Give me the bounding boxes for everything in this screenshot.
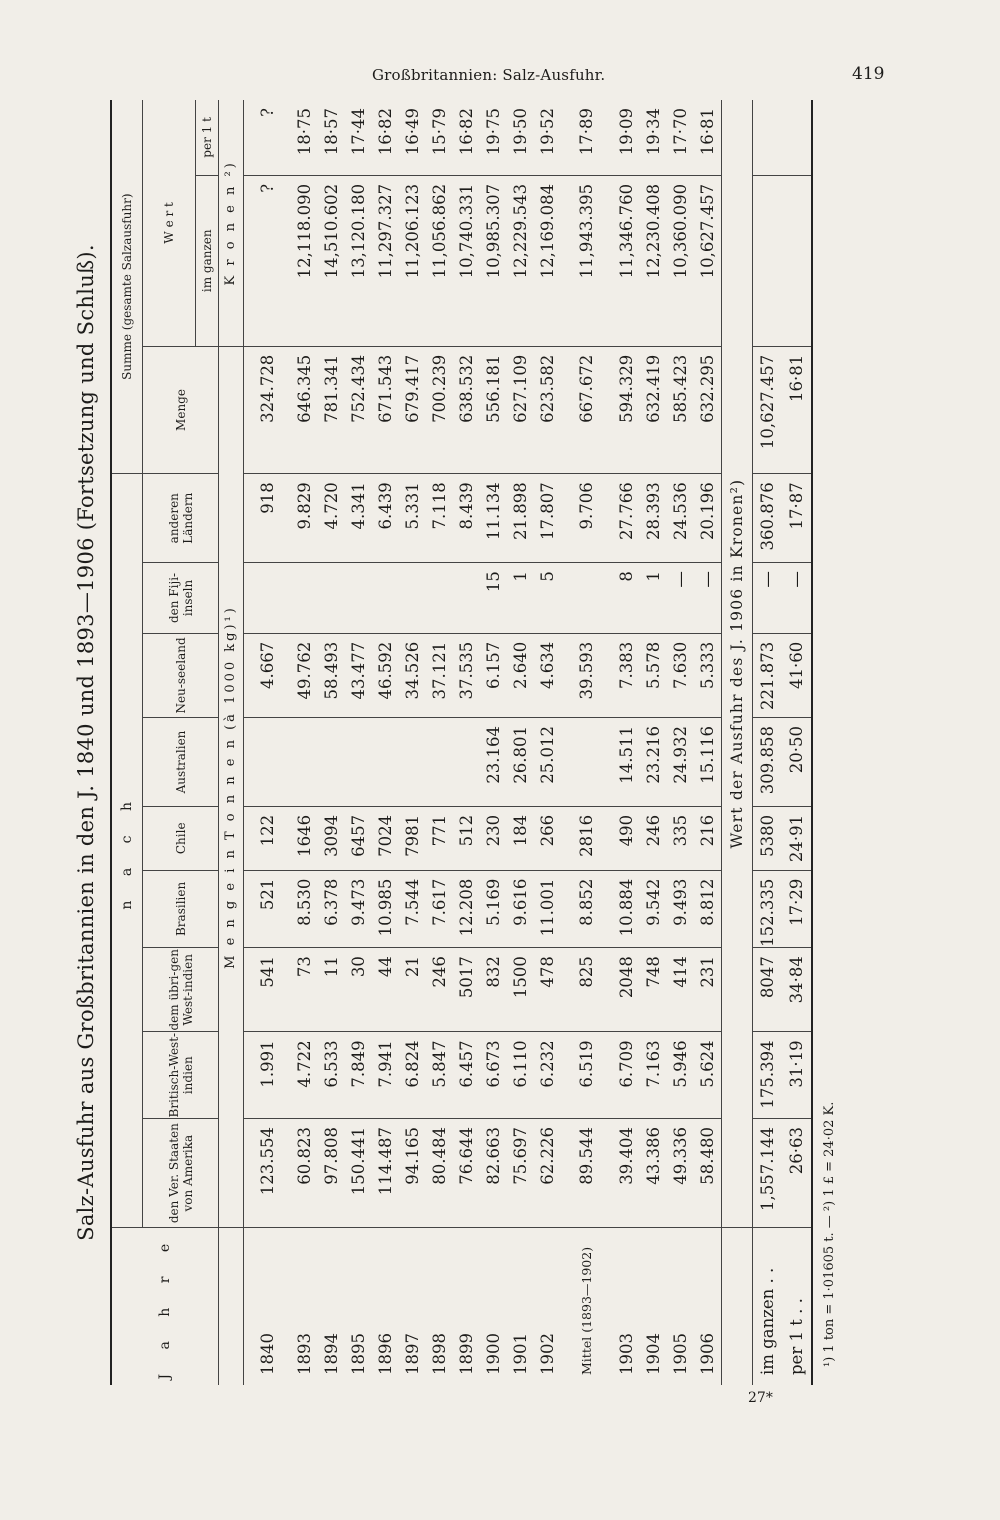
table-cell: 6.519 [571, 1032, 603, 1119]
header-wert: W e r t [143, 100, 196, 346]
table-cell: 266 [534, 806, 561, 870]
table-cell: 16·49 [399, 100, 426, 175]
table-cell: 231 [694, 948, 722, 1032]
table-cell: 4.341 [345, 474, 372, 563]
table-cell [453, 718, 480, 807]
table-cell: 10,360.090 [667, 175, 694, 346]
running-head [0, 62, 1000, 92]
table-cell: 7.941 [372, 1032, 399, 1119]
row-label: 1895 [349, 1333, 368, 1375]
table-cell: 19·09 [613, 100, 640, 175]
table-cell: 8047 [753, 948, 783, 1032]
table-cell: 360.876 [753, 474, 783, 563]
table-cell: 646.345 [291, 346, 318, 474]
table-cell: 123.554 [254, 1118, 281, 1227]
table-row [399, 100, 426, 1385]
table-row [753, 100, 783, 1385]
table-cell: 8.439 [453, 474, 480, 563]
table-cell: 60.823 [291, 1118, 318, 1227]
table-row [453, 100, 480, 1385]
table-cell: 37.121 [426, 633, 453, 717]
table-cell: 25.012 [534, 718, 561, 807]
table-cell: 4.634 [534, 633, 561, 717]
table-cell: 89.544 [571, 1118, 603, 1227]
table-cell: 30 [345, 948, 372, 1032]
table-cell [318, 563, 345, 634]
table-cell: 18·75 [291, 100, 318, 175]
table-cell: 6.157 [480, 633, 507, 717]
table-cell: 14.511 [613, 718, 640, 807]
table-cell: 1 [507, 563, 534, 634]
header-summe: Summe (gesamte Salzausfuhr) [112, 100, 143, 474]
row-label: 1903 [617, 1333, 636, 1375]
table-cell: 73 [291, 948, 318, 1032]
table-cell: 44 [372, 948, 399, 1032]
header-col-fiji: den Fiji-inseln [143, 563, 219, 634]
table-cell: 97.808 [318, 1118, 345, 1227]
table-cell: 11.134 [480, 474, 507, 563]
header-col-usa: den Ver. Staaten von Amerika [143, 1118, 219, 1227]
table-cell: 1,557.144 [753, 1118, 783, 1227]
table-row [372, 100, 399, 1385]
table-cell: 21.898 [507, 474, 534, 563]
row-label: 1899 [457, 1333, 476, 1375]
table-cell: 5 [534, 563, 561, 634]
table-row [640, 100, 667, 1385]
row-label: 1904 [644, 1333, 663, 1375]
table-cell: 10.985 [372, 870, 399, 947]
table-cell [426, 718, 453, 807]
row-label: 1898 [430, 1333, 449, 1375]
table-row [345, 100, 372, 1385]
table-cell: 14,510.602 [318, 175, 345, 346]
header-unit-tonnen: M e n g e i n T o n n e n (à 1000 kg)¹) [219, 346, 244, 1228]
table-cell: 114.487 [372, 1118, 399, 1227]
table-cell [426, 563, 453, 634]
table-cell: 16·82 [453, 100, 480, 175]
table-cell: 12.208 [453, 870, 480, 947]
table-cell: 24.932 [667, 718, 694, 807]
table-cell: 490 [613, 806, 640, 870]
table-cell: 414 [667, 948, 694, 1032]
table-cell: 82.663 [480, 1118, 507, 1227]
table-cell: 34·84 [782, 948, 811, 1032]
table-cell: 10,985.307 [480, 175, 507, 346]
table-cell: 49.336 [667, 1118, 694, 1227]
table-cell: 6.709 [613, 1032, 640, 1119]
table-cell [571, 563, 603, 634]
wert-banner-row [722, 100, 753, 1385]
table-cell: 5.624 [694, 1032, 722, 1119]
table-cell: ? [254, 175, 281, 346]
spacer-row [561, 100, 571, 1385]
running-head-title: Großbritannien: Salz-Ausfuhr. [372, 66, 606, 84]
table-cell: 6.232 [534, 1032, 561, 1119]
table-cell: 16·81 [694, 100, 722, 175]
table-cell: 10,627.457 [753, 346, 783, 474]
table-cell: 17·87 [782, 474, 811, 563]
table-row [534, 100, 561, 1385]
table-cell: 1 [640, 563, 667, 634]
table-title: Salz-Ausfuhr aus Großbritannien in den J. 1840 und 1893—1906 (Fortsetzung und Schluß). [74, 244, 98, 1241]
table-cell: 5.946 [667, 1032, 694, 1119]
wert-banner: Wert der Ausfuhr des J. 1906 in Kronen²) [722, 100, 753, 1228]
table-row [694, 100, 722, 1385]
table-cell [372, 563, 399, 634]
table-cell: 335 [667, 806, 694, 870]
header-col-uebrig-westindien: dem übri-gen West-indien [143, 948, 219, 1032]
table-cell: 8.852 [571, 870, 603, 947]
table-cell: 17.807 [534, 474, 561, 563]
table-row [782, 100, 811, 1385]
table-cell: ? [254, 100, 281, 175]
spacer-row [281, 100, 291, 1385]
table-cell: 20·50 [782, 718, 811, 807]
table-cell: 8 [613, 563, 640, 634]
table-cell: 24·91 [782, 806, 811, 870]
table-cell: 638.532 [453, 346, 480, 474]
table-cell: 5.578 [640, 633, 667, 717]
table-cell: 309.858 [753, 718, 783, 807]
table-cell: 17·70 [667, 100, 694, 175]
table-cell [254, 563, 281, 634]
page-number: 419 [852, 64, 885, 84]
table-cell: 10,627.457 [694, 175, 722, 346]
header-col-neuseeland: Neu-seeland [143, 633, 219, 717]
table-cell: 700.239 [426, 346, 453, 474]
table-cell: 16·81 [782, 346, 811, 474]
table-cell: 152.335 [753, 870, 783, 947]
row-label: 1905 [671, 1333, 690, 1375]
table-cell: 667.672 [571, 346, 603, 474]
table-cell: 10.884 [613, 870, 640, 947]
table-cell: 7.544 [399, 870, 426, 947]
table-cell: 11,206.123 [399, 175, 426, 346]
header-per-t: per 1 t [196, 100, 219, 175]
table-cell: 8.812 [694, 870, 722, 947]
table-cell: 221.873 [753, 633, 783, 717]
table-cell: 39.404 [613, 1118, 640, 1227]
table-cell: 918 [254, 474, 281, 563]
header-unit-spacer [219, 1228, 244, 1385]
table-cell: 58.480 [694, 1118, 722, 1227]
table-row [613, 100, 640, 1385]
table-cell: 246 [640, 806, 667, 870]
row-label: 1901 [511, 1333, 530, 1375]
table-cell: 11,056.862 [426, 175, 453, 346]
table-cell: 1500 [507, 948, 534, 1032]
table-cell: 39.593 [571, 633, 603, 717]
row-label: 1893 [295, 1333, 314, 1375]
header-nach: n a c h [112, 474, 143, 1228]
table-cell: 11,346.760 [613, 175, 640, 346]
table-cell [571, 718, 603, 807]
table-row [667, 100, 694, 1385]
table-cell [399, 718, 426, 807]
table-cell: 43.477 [345, 633, 372, 717]
table-cell: 7981 [399, 806, 426, 870]
table-cell: 11,297.327 [372, 175, 399, 346]
table-cell: 80.484 [426, 1118, 453, 1227]
header-col-australien: Australien [143, 718, 219, 807]
header-col-andere: anderen Ländern [143, 474, 219, 563]
table-cell: 9.493 [667, 870, 694, 947]
table-cell: 19·52 [534, 100, 561, 175]
table-cell: 34.526 [399, 633, 426, 717]
table-row [480, 100, 507, 1385]
table-cell: 41·60 [782, 633, 811, 717]
table-row [571, 100, 603, 1385]
table-cell: 19·50 [507, 100, 534, 175]
table-cell: 671.543 [372, 346, 399, 474]
table-cell: 7.617 [426, 870, 453, 947]
table-cell: 5017 [453, 948, 480, 1032]
table-cell: 175.394 [753, 1032, 783, 1119]
table-cell: 781.341 [318, 346, 345, 474]
header-im-ganzen: im ganzen [196, 175, 219, 346]
table-cell: 7.383 [613, 633, 640, 717]
table-cell: 19·75 [480, 100, 507, 175]
table-cell: 5.333 [694, 633, 722, 717]
table-cell: 6.378 [318, 870, 345, 947]
table-cell: 623.582 [534, 346, 561, 474]
table-cell: 832 [480, 948, 507, 1032]
table-cell: 6.110 [507, 1032, 534, 1119]
rotated-table-block [62, 100, 892, 1385]
table-cell: 679.417 [399, 346, 426, 474]
table-cell: 13,120.180 [345, 175, 372, 346]
footnote: ¹) 1 ton = 1·01605 t. — ²) 1 £ = 24·02 K. [822, 1101, 837, 1367]
table-cell: 5.847 [426, 1032, 453, 1119]
table-cell: 17·89 [571, 100, 603, 175]
table-row [291, 100, 318, 1385]
table-cell [254, 718, 281, 807]
table-cell: — [753, 563, 783, 634]
table-cell: 26·63 [782, 1118, 811, 1227]
header-unit-kronen: K r o n e n ²) [219, 100, 244, 346]
table-cell: 585.423 [667, 346, 694, 474]
header-menge: Menge [143, 346, 219, 474]
table-cell: 5.169 [480, 870, 507, 947]
table-cell: 216 [694, 806, 722, 870]
table-cell: 324.728 [254, 346, 281, 474]
table-cell: 9.542 [640, 870, 667, 947]
table-cell: 18·57 [318, 100, 345, 175]
table-cell: 75.697 [507, 1118, 534, 1227]
table-cell: 15·79 [426, 100, 453, 175]
table-frame [110, 100, 813, 1385]
table-row [507, 100, 534, 1385]
table-cell: 9.706 [571, 474, 603, 563]
table-cell: 12,229.543 [507, 175, 534, 346]
table-cell: 11,943.395 [571, 175, 603, 346]
table-cell: 12,230.408 [640, 175, 667, 346]
row-label: 1896 [376, 1333, 395, 1375]
table-cell: 24.536 [667, 474, 694, 563]
table-cell [399, 563, 426, 634]
table-cell: 58.493 [318, 633, 345, 717]
table-cell: 1646 [291, 806, 318, 870]
table-cell: 76.644 [453, 1118, 480, 1227]
table-cell: 27.766 [613, 474, 640, 563]
table-cell: 12,118.090 [291, 175, 318, 346]
table-row [318, 100, 345, 1385]
table-cell: 752.434 [345, 346, 372, 474]
table-row [254, 100, 281, 1385]
table-cell: 15 [480, 563, 507, 634]
table-cell: 7.163 [640, 1032, 667, 1119]
table-cell: 825 [571, 948, 603, 1032]
table-cell: 15.116 [694, 718, 722, 807]
table-cell: 748 [640, 948, 667, 1032]
table-cell: 521 [254, 870, 281, 947]
table-cell: 20.196 [694, 474, 722, 563]
row-label: 1900 [484, 1333, 503, 1375]
table-cell: 12,169.084 [534, 175, 561, 346]
table-cell: 94.165 [399, 1118, 426, 1227]
table-cell: 28.393 [640, 474, 667, 563]
table-cell: 26.801 [507, 718, 534, 807]
table-cell: 230 [480, 806, 507, 870]
table-cell [291, 563, 318, 634]
table-cell: 150.441 [345, 1118, 372, 1227]
signature-mark: 27* [748, 1390, 773, 1406]
table-cell: 7.118 [426, 474, 453, 563]
row-label: im ganzen . . [753, 1228, 783, 1385]
row-label: 1906 [698, 1333, 717, 1375]
table-cell: 2.640 [507, 633, 534, 717]
table-cell: 10,740.331 [453, 175, 480, 346]
header-col-brasilien: Brasilien [143, 870, 219, 947]
table-cell: 2816 [571, 806, 603, 870]
table-cell: 184 [507, 806, 534, 870]
table-cell [345, 563, 372, 634]
table-cell: 19·34 [640, 100, 667, 175]
table-cell: 478 [534, 948, 561, 1032]
table-cell: 4.722 [291, 1032, 318, 1119]
header-col-chile: Chile [143, 806, 219, 870]
table-cell: 246 [426, 948, 453, 1032]
row-label: 1902 [538, 1333, 557, 1375]
table-cell: 23.216 [640, 718, 667, 807]
table-cell: 3094 [318, 806, 345, 870]
table-cell: 627.109 [507, 346, 534, 474]
table-cell [318, 718, 345, 807]
table-cell: 17·44 [345, 100, 372, 175]
table-cell: 6.673 [480, 1032, 507, 1119]
table-cell: 556.181 [480, 346, 507, 474]
table-cell: 7.630 [667, 633, 694, 717]
table-cell: 4.720 [318, 474, 345, 563]
table-cell [291, 718, 318, 807]
table-cell: 9.616 [507, 870, 534, 947]
table-cell: 43.386 [640, 1118, 667, 1227]
table-cell: 16·82 [372, 100, 399, 175]
table-cell: 6.824 [399, 1032, 426, 1119]
table-cell [345, 718, 372, 807]
table-cell: 23.164 [480, 718, 507, 807]
table-cell: 5380 [753, 806, 783, 870]
table-cell: 11 [318, 948, 345, 1032]
table-cell: 8.530 [291, 870, 318, 947]
table-cell: 541 [254, 948, 281, 1032]
table-row [426, 100, 453, 1385]
table-cell: 9.829 [291, 474, 318, 563]
table-cell: 11.001 [534, 870, 561, 947]
table-cell: 7.849 [345, 1032, 372, 1119]
table-cell: 2048 [613, 948, 640, 1032]
table-cell: — [782, 563, 811, 634]
spacer-row [603, 100, 613, 1385]
table-cell: 17·29 [782, 870, 811, 947]
header-jahre: J a h r e [112, 1228, 219, 1385]
table-cell: — [694, 563, 722, 634]
table-cell: — [667, 563, 694, 634]
table-cell: 37.535 [453, 633, 480, 717]
table-cell: 21 [399, 948, 426, 1032]
table-cell: 46.592 [372, 633, 399, 717]
table-cell: 62.226 [534, 1118, 561, 1227]
salt-export-table [112, 100, 811, 1385]
row-label: 1897 [403, 1333, 422, 1375]
table-cell [453, 563, 480, 634]
table-cell: 512 [453, 806, 480, 870]
table-cell: 594.329 [613, 346, 640, 474]
table-body [244, 100, 812, 1385]
row-label: 1840 [258, 1333, 277, 1375]
table-cell: 31·19 [782, 1032, 811, 1119]
table-cell: 6.439 [372, 474, 399, 563]
table-cell: 5.331 [399, 474, 426, 563]
table-cell [372, 718, 399, 807]
table-cell: 6.457 [453, 1032, 480, 1119]
table-cell: 1.991 [254, 1032, 281, 1119]
row-label: Mittel (1893—1902) [579, 1246, 594, 1375]
table-cell: 771 [426, 806, 453, 870]
row-label: 1894 [322, 1333, 341, 1375]
table-cell: 6.533 [318, 1032, 345, 1119]
table-cell: 4.667 [254, 633, 281, 717]
table-cell: 632.419 [640, 346, 667, 474]
table-cell: 7024 [372, 806, 399, 870]
table-cell: 632.295 [694, 346, 722, 474]
table-cell: 122 [254, 806, 281, 870]
table-cell: 49.762 [291, 633, 318, 717]
row-label: per 1 t . . [787, 1298, 806, 1375]
table-cell: 6457 [345, 806, 372, 870]
table-cell: 9.473 [345, 870, 372, 947]
header-col-brit-westindien: Britisch-West-indien [143, 1032, 219, 1119]
